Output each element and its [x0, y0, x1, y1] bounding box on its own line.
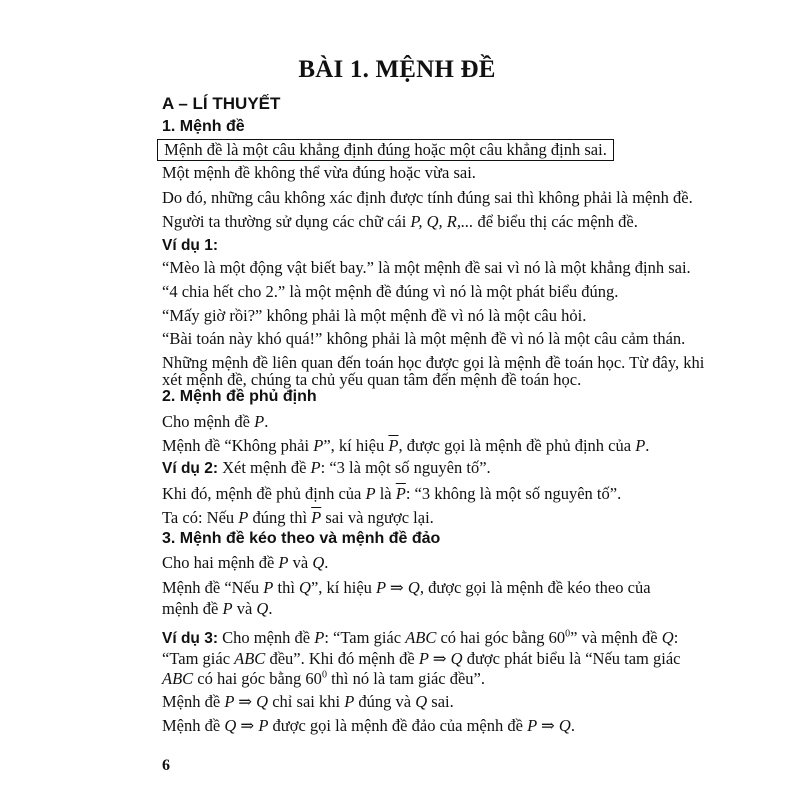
paragraph-line: mệnh đề P và Q.	[162, 599, 273, 618]
paragraph-line: Ta có: Nếu P đúng thì $\overline{P}$ sai và ngược lại.	[162, 508, 434, 527]
lesson-title: BÀI 1. MỆNH ĐỀ	[298, 56, 496, 83]
definition-box: Mệnh đề là một câu khẳng định đúng hoặc một câu khẳng định sai.	[157, 139, 614, 161]
example-3-line: Ví dụ 3: Cho mệnh đề P: “Tam giác ABC có hai góc bằng $60^0$” và mệnh đề Q:	[162, 628, 679, 647]
paragraph-line: Những mệnh đề liên quan đến toán học được gọi là mệnh đề toán học. Từ đây, khi	[162, 353, 705, 372]
heading-negation: 2. Mệnh đề phủ định	[162, 388, 317, 405]
paragraph-line: Người ta thường sử dụng các chữ cái P, Q, R,... để biểu thị các mệnh đề.	[162, 212, 638, 231]
example-line: “Bài toán này khó quá!” không phải là một mệnh đề vì nó là một câu cảm thán.	[162, 329, 686, 348]
paragraph-line: Cho mệnh đề P.	[162, 412, 269, 431]
example-line: ABC có hai góc bằng $60^0$ thì nó là tam giác đều”.	[162, 669, 486, 688]
heading-implication: 3. Mệnh đề kéo theo và mệnh đề đảo	[162, 530, 441, 547]
section-theory-heading: A – LÍ THUYẾT	[162, 94, 281, 113]
paragraph-line: Mệnh đề P ⇒ Q chỉ sai khi P đúng và Q sai.	[162, 692, 454, 711]
example-line: “Tam giác ABC đều”. Khi đó mệnh đề P ⇒ Q được phát biểu là “Nếu tam giác	[162, 649, 681, 668]
paragraph-line: Cho hai mệnh đề P và Q.	[162, 553, 329, 572]
page-number: 6	[162, 757, 170, 774]
paragraph-line: Mệnh đề “Không phải P”, kí hiệu $\overline{P}$, được gọi là mệnh đề phủ định của P.	[162, 436, 650, 455]
example-line: “Mèo là một động vật biết bay.” là một mệnh đề sai vì nó là một khẳng định sai.	[162, 258, 691, 277]
paragraph-line: Một mệnh đề không thể vừa đúng hoặc vừa sai.	[162, 163, 476, 182]
example-1-label: Ví dụ 1:	[162, 237, 218, 254]
paragraph-line: Khi đó, mệnh đề phủ định của P là $\overline{P}$: “3 không là một số nguyên tố”.	[162, 484, 622, 503]
example-line: “Mấy giờ rồi?” không phải là một mệnh đề vì nó là một câu hỏi.	[162, 306, 587, 325]
heading-proposition: 1. Mệnh đề	[162, 118, 245, 135]
example-2-line: Ví dụ 2: Xét mệnh đề P: “3 là một số nguyên tố”.	[162, 458, 491, 477]
paragraph-line: xét mệnh đề, chúng ta chủ yếu quan tâm đến mệnh đề toán học.	[162, 370, 582, 389]
paragraph-line: Mệnh đề Q ⇒ P được gọi là mệnh đề đảo của mệnh đề P ⇒ Q.	[162, 716, 575, 735]
paragraph-line: Mệnh đề “Nếu P thì Q”, kí hiệu P ⇒ Q, được gọi là mệnh đề kéo theo của	[162, 578, 651, 597]
paragraph-line: Do đó, những câu không xác định được tính đúng sai thì không phải là mệnh đề.	[162, 188, 693, 207]
example-line: “4 chia hết cho 2.” là một mệnh đề đúng vì nó là một phát biểu đúng.	[162, 282, 619, 301]
